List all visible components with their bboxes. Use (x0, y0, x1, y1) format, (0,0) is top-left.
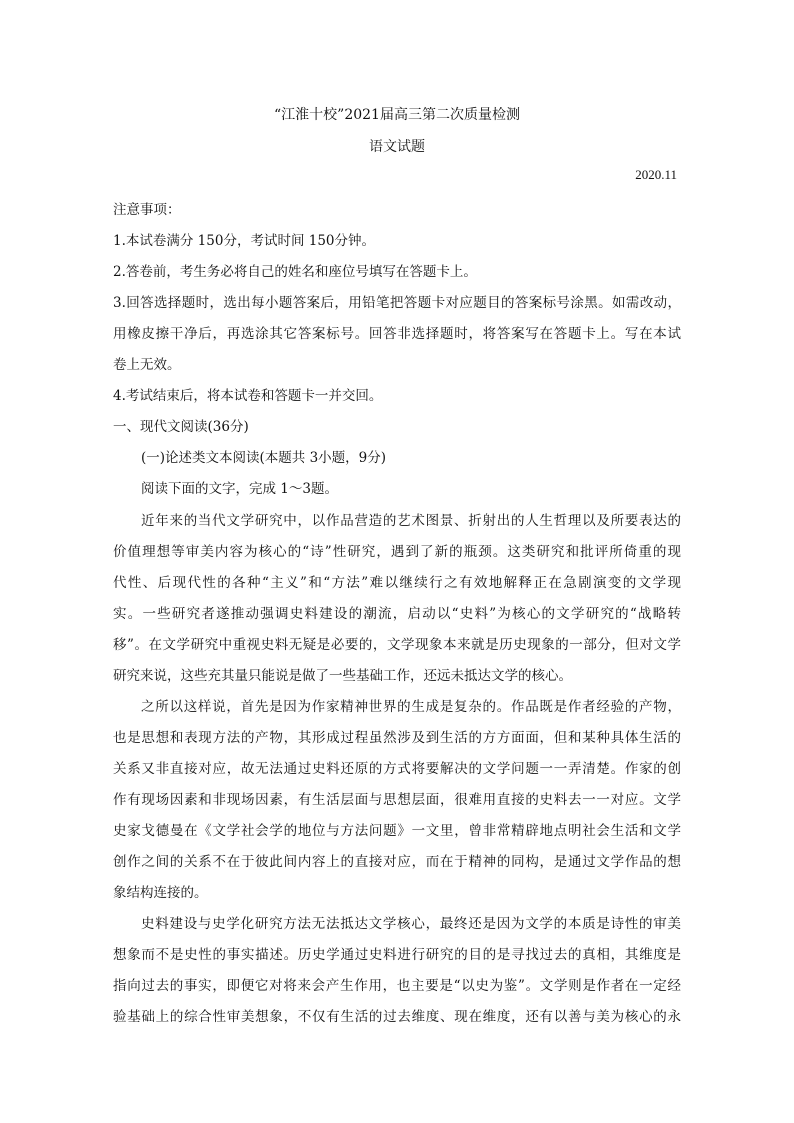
paragraph-line: 也是思想和表现方法的产物，其形成过程虽然涉及到生活的方方面面，但和某种具体生活的 (113, 730, 681, 746)
note-line: 用橡皮擦干净后，再选涂其它答案标号。回答非选择题时，将答案写在答题卡上。写在本试 (113, 326, 681, 342)
paragraph-line: 创作之间的关系不在于彼此间内容上的直接对应，而在于精神的同构，是通过文学作品的想 (113, 854, 681, 870)
paragraph-line: 作有现场因素和非现场因素，有生活层面与思想层面，很难用直接的史料去一一对应。文学 (113, 792, 681, 808)
paragraph-line: 移”。在文学研究中重视史料无疑是必要的，文学现象本来就是历史现象的一部分，但对文学 (113, 637, 681, 653)
reading-instruction: 阅读下面的文字，完成 1～3题。 (141, 481, 338, 497)
note-line: 卷上无效。 (113, 357, 181, 373)
paragraph-line: 史家戈德曼在《文学社会学的地位与方法问题》一文里，曾非常精辟地点明社会生活和文学 (113, 823, 681, 839)
note-line: 3.回答选择题时，选出每小题答案后，用铅笔把答题卡对应题目的答案标号涂黑。如需改动， (113, 295, 681, 311)
paragraph-line: 史料建设与史学化研究方法无法抵达文学核心，最终还是因为文学的本质是诗性的审美 (141, 916, 681, 932)
exam-date: 2020.11 (635, 167, 677, 182)
paragraph-line: 近年来的当代文学研究中，以作品营造的艺术图景、折射出的人生哲理以及所要表达的 (141, 513, 681, 529)
paragraph-line: 实。一些研究者遂推动强调史料建设的潮流，启动以“史料”为核心的文学研究的“战略转 (113, 606, 681, 622)
exam-title: “江淮十校”2021届高三第二次质量检测 (274, 107, 520, 123)
paragraph-line: 想象而不是史性的事实描述。历史学通过史料进行研究的目的是寻找过去的真相，其维度是 (113, 947, 681, 963)
paragraph-line: 代性、后现代性的各种“主义”和“方法”难以继续行之有效地解释正在急剧演变的文学现 (113, 575, 681, 591)
note-line: 4.考试结束后，将本试卷和答题卡一并交回。 (113, 388, 383, 404)
paragraph-line: 关系又非直接对应，故无法通过史料还原的方式将要解决的文学问题一一弄清楚。作家的创 (113, 761, 681, 777)
paragraph-line: 价值理想等审美内容为核心的“诗”性研究，遇到了新的瓶颈。这类研究和批评所倚重的现 (113, 544, 681, 560)
paragraph-line: 象结构连接的。 (113, 885, 208, 901)
section-sub-heading: (一)论述类文本阅读(本题共 3小题，9分) (141, 450, 387, 466)
note-line: 2.答卷前，考生务必将自己的姓名和座位号填写在答题卡上。 (113, 264, 477, 280)
paragraph-line: 之所以这样说，首先是因为作家精神世界的生成是复杂的。作品既是作者经验的产物， (141, 699, 681, 715)
section-heading: 一、现代文阅读(36分) (113, 419, 249, 435)
paragraph-line: 指向过去的事实，即便它对将来会产生作用，也主要是“以史为鉴”。文学则是作者在一定经 (113, 978, 681, 994)
note-line: 1.本试卷满分 150分，考试时间 150分钟。 (113, 233, 375, 249)
notes-heading: 注意事项： (113, 202, 181, 218)
exam-subtitle: 语文试题 (369, 139, 425, 155)
paragraph-line: 验基础上的综合性审美想象，不仅有生活的过去维度、现在维度，还有以善与美为核心的永 (113, 1009, 681, 1025)
paragraph-line: 研究来说，这些充其量只能说是做了一些基础工作，还远未抵达文学的核心。 (113, 668, 572, 684)
